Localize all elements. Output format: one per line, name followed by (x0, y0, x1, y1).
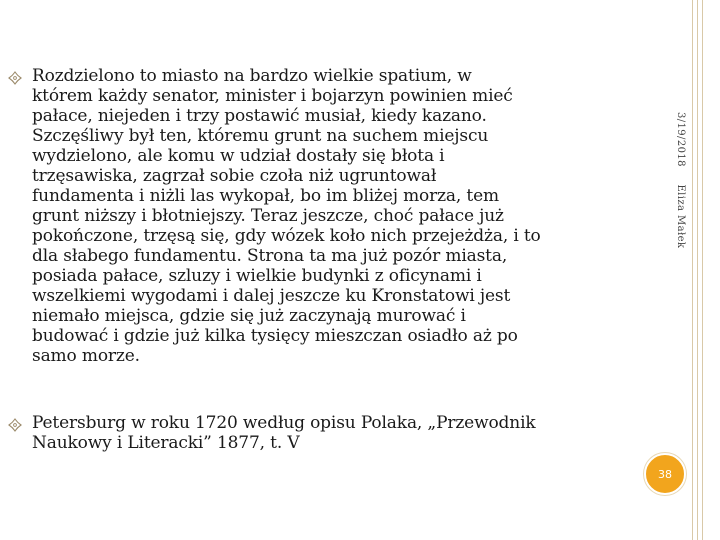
frame-line (697, 0, 698, 540)
side-footer (675, 112, 686, 262)
frame-line (692, 0, 693, 540)
page-number-badge: 38 (644, 453, 686, 495)
frame-line (702, 0, 703, 540)
slide-date: 3/19/2018 (675, 112, 686, 167)
slide-author: Eliza Małek (675, 184, 686, 249)
bullet-icon (8, 71, 22, 85)
quote-paragraph: Rozdzielono to miasto na bardzo wielkie spatium, w którem każdy senator, minister i bojarzyn powinien mieć pałace, niejeden i trzy postawić musiał, kiedy kazano. Szczęśliwy był ten, któremu grunt na suchem miejscu wydzielono, ale komu w udział dostały się błota i trzęsawiska, zagrzał sobie czoła niż ugruntował fundamenta i niżli las wykopał, bo im bliżej morza, tem grunt niższy i błotniejszy. Teraz jeszcze, choć pałace już pokończone, trzęsą się, gdy wózek koło nich przejeżdża, i to dla słabego fundamentu. Strona ta ma już pozór miasta, posiada pałace, szluzy i wielkie budynki z oficynami i wszelkiemi wygodami i dalej jeszcze ku Kronstatowi jest niemało miejsca, gdzie się już zaczynają murować i budować i gdzie już kilka tysięcy mieszczan osiadło aż po samo morze. (32, 66, 541, 366)
source-citation: Petersburg w roku 1720 według opisu Polaka, „Przewodnik Naukowy i Literacki” 1877, t. V (32, 413, 536, 453)
bullet-icon (8, 418, 22, 432)
